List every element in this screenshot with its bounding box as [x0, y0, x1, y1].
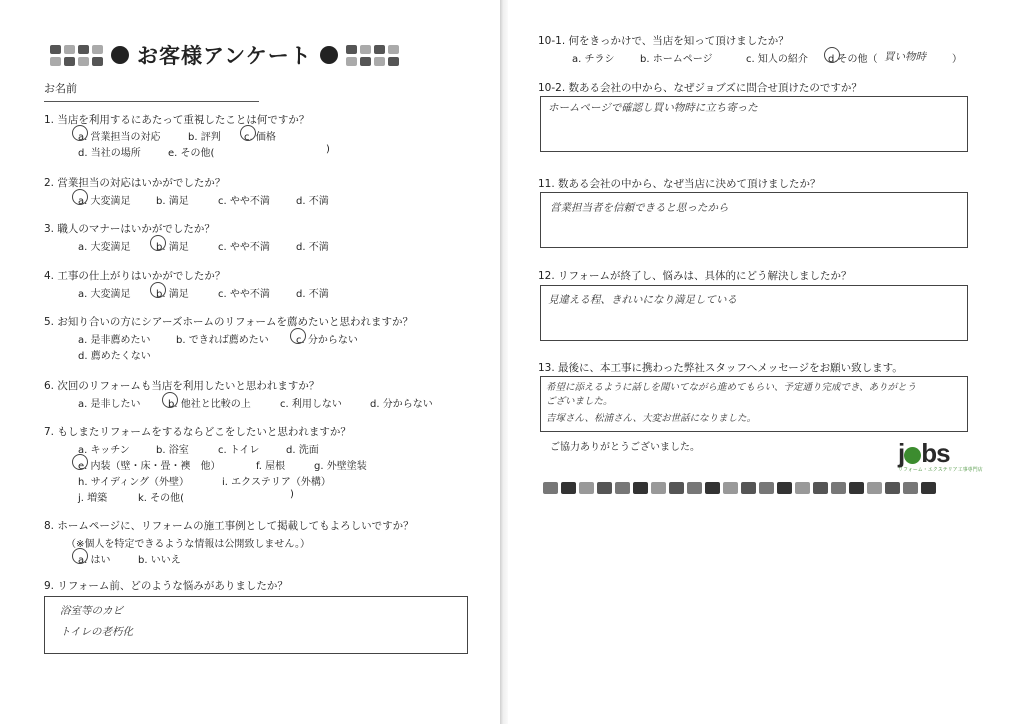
q10-1-option-c[interactable]: c. 知人の紹介	[746, 54, 808, 65]
q2-option-a[interactable]: a. 大変満足	[78, 196, 131, 207]
q3-option-b[interactable]: b. 満足	[156, 242, 189, 253]
q10-1-option-d[interactable]: d.その他（	[828, 54, 878, 65]
survey-page-left	[0, 0, 500, 724]
circle-mark	[72, 125, 88, 141]
q2-option-c[interactable]: c. やや不満	[218, 196, 270, 207]
q3-option-d[interactable]: d. 不満	[296, 242, 329, 253]
name-label: お名前	[44, 82, 77, 95]
q4-option-a[interactable]: a. 大変満足	[78, 289, 131, 300]
q5-option-a[interactable]: a. 是非薦めたい	[78, 335, 151, 346]
q7-option-k-close: )	[290, 489, 294, 500]
page-fold	[500, 0, 508, 724]
question-4: 4. 工事の仕上がりはいかがでしたか？	[44, 270, 226, 282]
question-5: 5. お知り合いの方にシアーズホームのリフォームを薦めたいと思われますか？	[44, 316, 413, 328]
question-8: 8. ホームページに、リフォームの施工事例として掲載してもよろしいですか？	[44, 520, 414, 532]
q7-option-j[interactable]: j. 増築	[78, 493, 108, 504]
q7-option-g[interactable]: g. 外壁塗装	[314, 461, 367, 472]
question-11: 11. 数ある会社の中から、なぜ当店に決めて頂けましたか？	[538, 178, 821, 190]
question-12: 12. リフォームが終了し、悩みは、具体的にどう解決しましたか？	[538, 270, 852, 282]
q10-1-option-d-close: ）	[952, 54, 962, 65]
question-3: 3. 職人のマナーはいかがでしたか？	[44, 223, 215, 235]
circle-mark	[72, 189, 88, 205]
question-9: 9. リフォーム前、どのような悩みがありましたか？	[44, 580, 288, 592]
question-10-2: 10-2. 数ある会社の中から、なぜジョブズに問合せ頂けたのですか？	[538, 82, 862, 94]
title-row	[50, 38, 470, 72]
q10-1-option-a[interactable]: a. チラシ	[572, 54, 615, 65]
q9-answer-line-2: トイレの老朽化	[60, 626, 133, 638]
q6-option-d[interactable]: d. 分からない	[370, 399, 433, 410]
circle-mark	[240, 125, 256, 141]
footer-decoration	[543, 482, 936, 494]
q1-option-a[interactable]: a. 営業担当の対応	[78, 132, 161, 143]
q5-option-c[interactable]: c. 分からない	[296, 335, 358, 346]
q10-2-answer: ホームページで確認し買い物時に立ち寄った	[548, 102, 758, 114]
question-7: 7. もしまたリフォームをするならどこをしたいと思われますか？	[44, 426, 351, 438]
q12-answer: 見違える程、きれいになり満足している	[548, 294, 737, 306]
q7-option-c[interactable]: c. トイレ	[218, 445, 260, 456]
q6-option-b[interactable]: b. 他社と比較の上	[168, 399, 251, 410]
question-2: 2. 営業担当の対応はいかがでしたか？	[44, 177, 226, 189]
q7-option-h[interactable]: h. サイディング（外壁）	[78, 477, 189, 488]
q7-option-i[interactable]: i. エクステリア（外構）	[222, 477, 331, 488]
title-decoration-left	[50, 45, 103, 66]
bullet-dot-icon	[111, 46, 129, 64]
q7-option-d[interactable]: d. 洗面	[286, 445, 319, 456]
q3-option-c[interactable]: c. やや不満	[218, 242, 270, 253]
logo-letter-j: j	[898, 438, 905, 468]
q11-answer: 営業担当者を信頼できると思ったから	[550, 202, 729, 214]
circle-mark	[72, 548, 88, 564]
q8-option-b[interactable]: b. いいえ	[138, 555, 181, 566]
q4-option-b[interactable]: b. 満足	[156, 289, 189, 300]
circle-mark	[150, 235, 166, 251]
bullet-dot-icon	[320, 46, 338, 64]
q2-option-b[interactable]: b. 満足	[156, 196, 189, 207]
logo-o-icon	[904, 447, 921, 464]
q1-option-b[interactable]: b. 評判	[188, 132, 221, 143]
q1-option-e[interactable]: e. その他(	[168, 148, 215, 159]
q4-option-d[interactable]: d. 不満	[296, 289, 329, 300]
question-6: 6. 次回のリフォームも当店を利用したいと思われますか？	[44, 380, 320, 392]
q5-option-d[interactable]: d. 薦めたくない	[78, 351, 151, 362]
circle-mark	[150, 282, 166, 298]
circle-mark	[290, 328, 306, 344]
q8-note: （※個人を特定できるような情報は公開致しません。）	[66, 539, 310, 550]
q6-option-c[interactable]: c. 利用しない	[280, 399, 342, 410]
q7-option-b[interactable]: b. 浴室	[156, 445, 189, 456]
q1-option-e-close: )	[326, 144, 330, 155]
circle-mark	[72, 454, 88, 470]
q8-option-a[interactable]: a. はい	[78, 555, 111, 566]
logo-letters-bs: bs	[921, 438, 950, 468]
q13-answer-line-2: ございました。	[546, 396, 613, 407]
jobs-logo	[898, 438, 983, 473]
q7-option-a[interactable]: a. キッチン	[78, 445, 130, 456]
q2-option-d[interactable]: d. 不満	[296, 196, 329, 207]
logo-subtitle: リフォーム・エクステリア工事専門店	[898, 467, 983, 473]
thanks-text: ご協力ありがとうございました。	[550, 442, 700, 453]
q6-option-a[interactable]: a. 是非したい	[78, 399, 141, 410]
q7-option-k[interactable]: k. その他(	[138, 493, 185, 504]
q1-option-d[interactable]: d. 当社の場所	[78, 148, 141, 159]
q7-option-f[interactable]: f. 屋根	[256, 461, 286, 472]
q9-answer-line-1: 浴室等のカビ	[60, 605, 123, 617]
q4-option-c[interactable]: c. やや不満	[218, 289, 270, 300]
q10-1-option-b[interactable]: b. ホームページ	[640, 54, 713, 65]
question-1: 1. 当店を利用するにあたって重視したことは何ですか？	[44, 114, 310, 126]
q7-option-e[interactable]: e. 内装（壁・床・畳・襖 他）	[78, 461, 221, 472]
page-title: お客様アンケート	[137, 44, 312, 68]
circle-mark	[162, 392, 178, 408]
title-decoration-right	[346, 45, 399, 66]
q1-option-c[interactable]: c. 価格	[244, 132, 276, 143]
question-10-1: 10-1. 何をきっかけで、当店を知って頂けましたか？	[538, 35, 789, 47]
q3-option-a[interactable]: a. 大変満足	[78, 242, 131, 253]
q10-1-other-answer: 買い物時	[884, 51, 926, 63]
name-field-line[interactable]	[44, 101, 259, 102]
question-13: 13. 最後に、本工事に携わった弊社スタッフへメッセージをお願い致します。	[538, 362, 903, 374]
q13-answer-line-3: 吉塚さん、松浦さん、大変お世話になりました。	[546, 413, 757, 424]
q13-answer-line-1: 希望に添えるように話しを聞いてながら進めてもらい、予定通り完成でき、ありがとう	[546, 382, 917, 393]
q5-option-b[interactable]: b. できれば薦めたい	[176, 335, 269, 346]
circle-mark	[824, 47, 840, 63]
survey-page-right	[508, 0, 1024, 724]
